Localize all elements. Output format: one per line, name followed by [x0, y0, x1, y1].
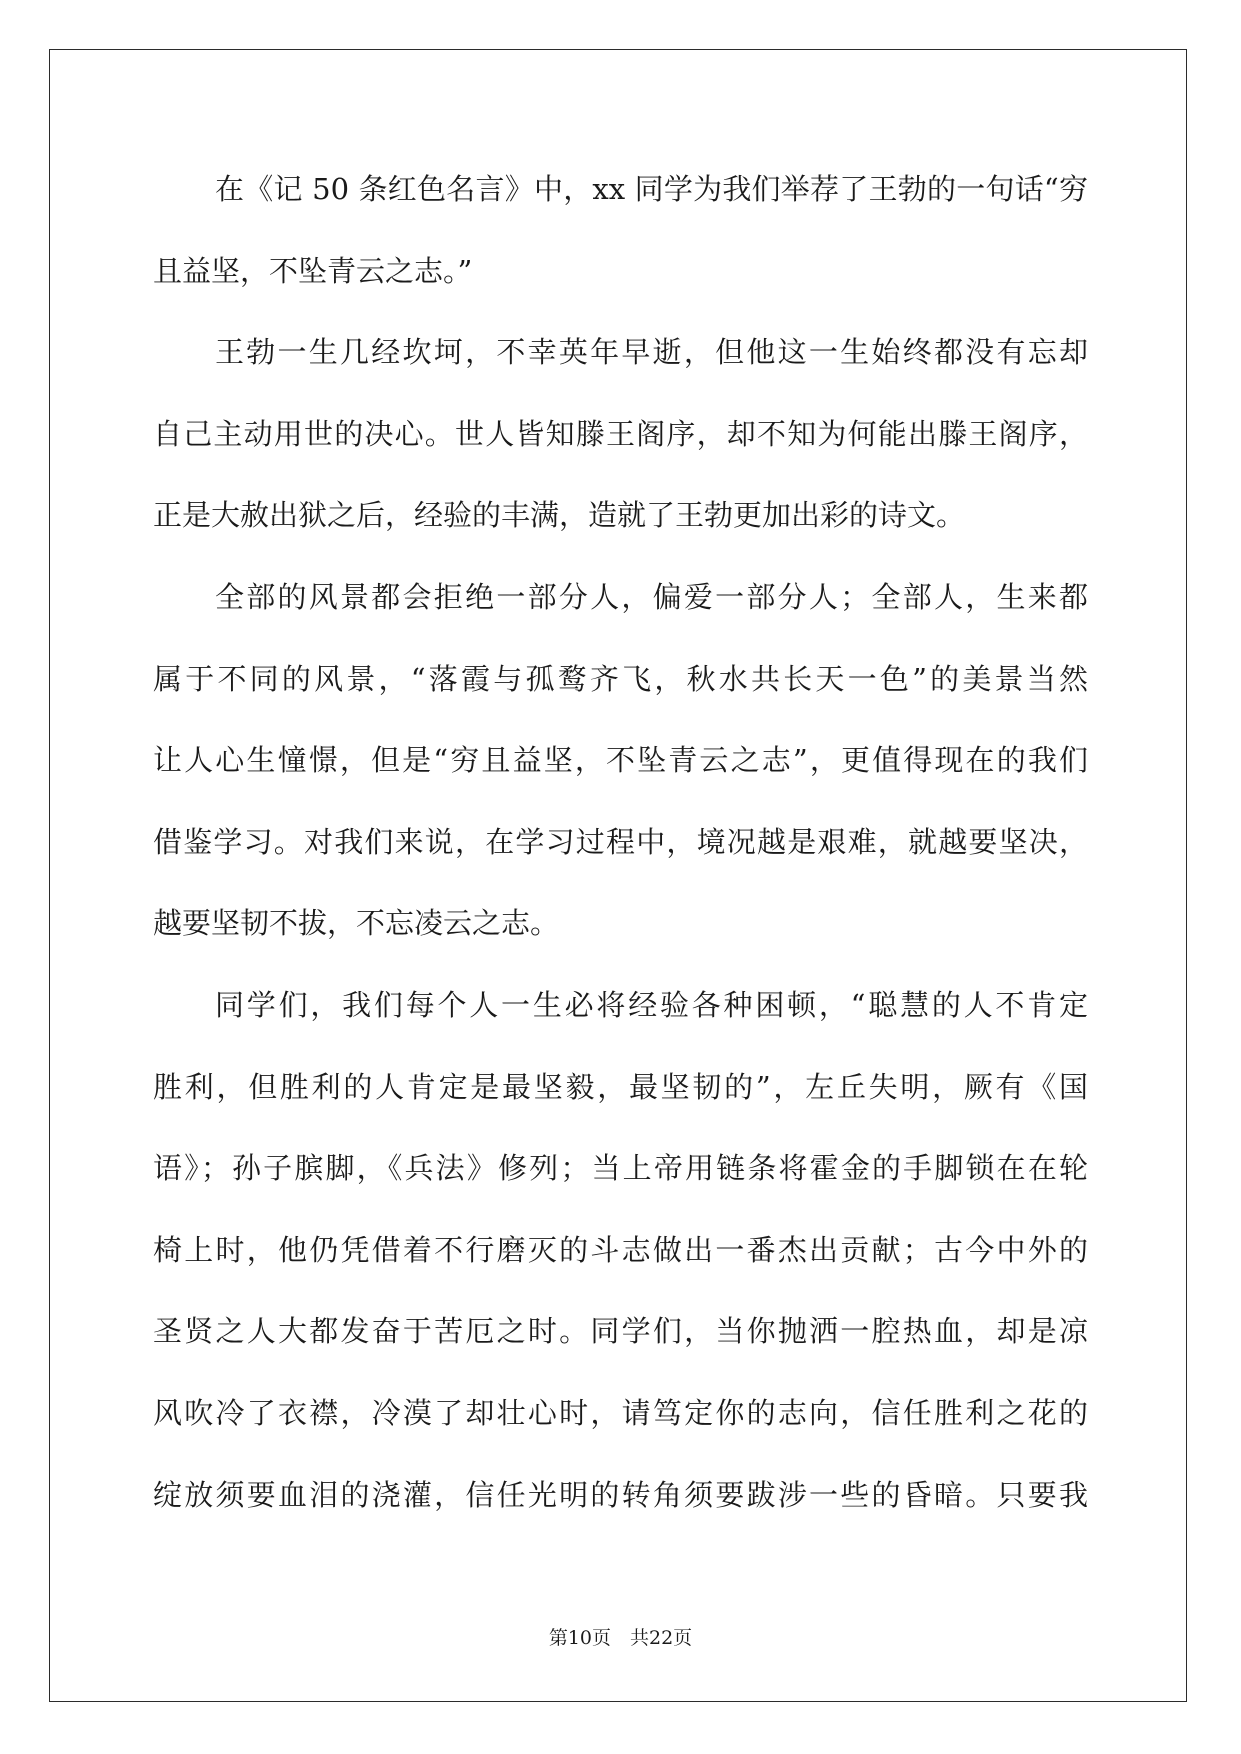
document-body: [153, 149, 1088, 1536]
paragraph: [153, 312, 1088, 557]
text-line: 借鉴学习。对我们来说，在学习过程中，境况越是艰难，就越要坚决，: [153, 824, 1088, 859]
text-line: 圣贤之人大都发奋于苦厄之时。同学们，当你抛洒一腔热血，却是凉: [153, 1314, 1088, 1349]
text-line: 风吹冷了衣襟，冷漠了却壮心时，请笃定你的志向，信任胜利之花的: [153, 1395, 1088, 1430]
text-line: 全部的风景都会拒绝一部分人，偏爱一部分人；全部人，生来都: [215, 579, 1088, 614]
text-line: 王勃一生几经坎坷，不幸英年早逝，但他这一生始终都没有忘却: [215, 335, 1088, 370]
text-line: 属于不同的风景，“落霞与孤鹜齐飞，秋水共长天一色”的美景当然: [153, 661, 1088, 696]
text-line: 椅上时，他仍凭借着不行磨灭的斗志做出一番杰出贡献；古今中外的: [153, 1232, 1088, 1267]
text-line: 自己主动用世的决心。世人皆知滕王阁序，却不知为何能出滕王阁序，: [153, 416, 1088, 451]
text-line: 胜利，但胜利的人肯定是最坚毅，最坚韧的”，左丘失明，厥有《国: [153, 1069, 1088, 1104]
paragraph: [153, 557, 1088, 965]
text-line: 在《记 50 条红色名言》中，xx 同学为我们举荐了王勃的一句话“穷: [215, 172, 1088, 206]
text-line: 同学们，我们每个人一生必将经验各种困顿，“聪慧的人不肯定: [215, 987, 1088, 1022]
paragraph: [153, 149, 1088, 312]
page-number: 第10页 共22页: [548, 1627, 693, 1649]
text-line: 越要坚韧不拔，不忘凌云之志。: [153, 906, 560, 941]
text-line: 绽放须要血泪的浇灌，信任光明的转角须要跋涉一些的昏暗。只要我: [153, 1477, 1088, 1512]
page-footer: [0, 1624, 1241, 1652]
paragraph: [153, 965, 1088, 1536]
text-line: 正是大赦出狱之后，经验的丰满，造就了王勃更加出彩的诗文。: [153, 498, 966, 533]
text-line: 让人心生憧憬，但是“穷且益坚，不坠青云之志”，更值得现在的我们: [153, 743, 1088, 778]
text-line: 且益坚，不坠青云之志。”: [153, 253, 473, 288]
text-line: 语》；孙子膑脚，《兵法》修列；当上帝用链条将霍金的手脚锁在在轮: [153, 1151, 1088, 1186]
